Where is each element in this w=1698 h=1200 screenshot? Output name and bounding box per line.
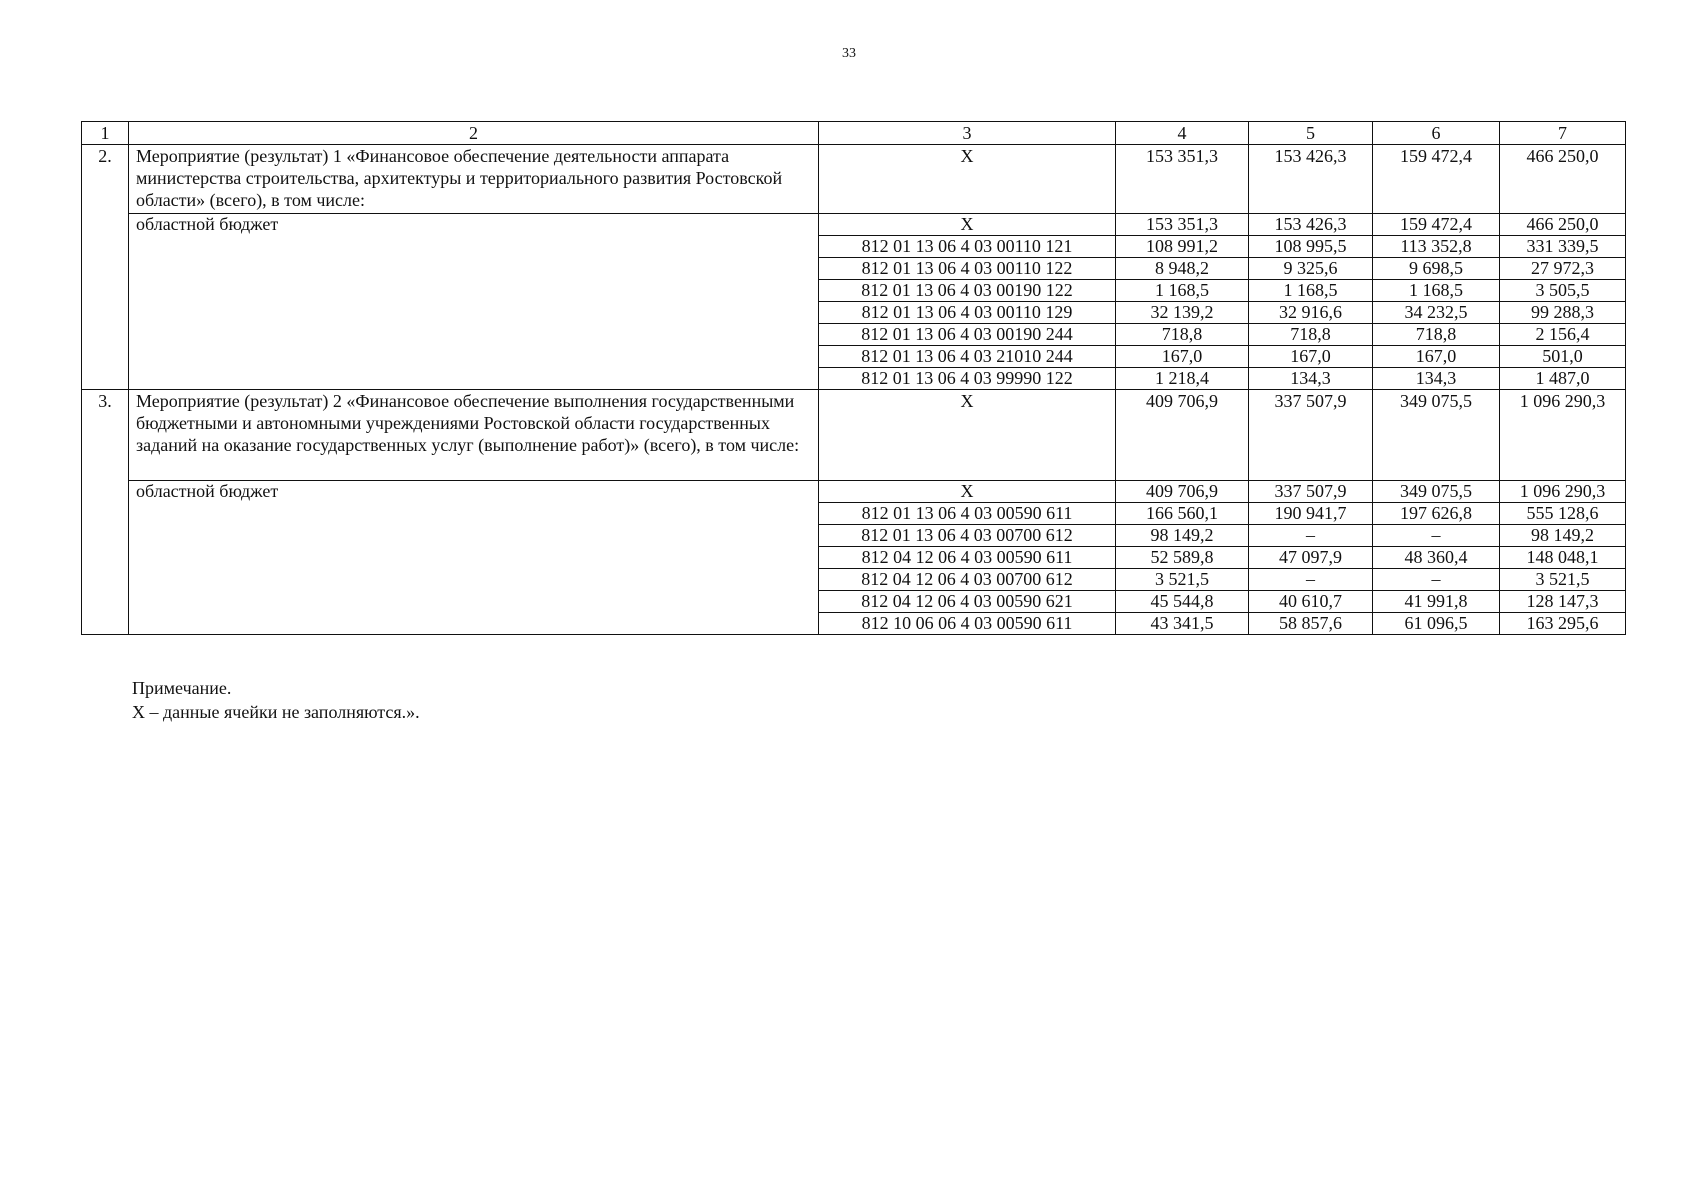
value-cell: 1 487,0 [1500, 368, 1626, 390]
value-cell: 1 168,5 [1249, 280, 1373, 302]
value-cell: – [1249, 569, 1373, 591]
value-cell: 1 168,5 [1373, 280, 1500, 302]
value-cell: 40 610,7 [1249, 591, 1373, 613]
value-cell: 98 149,2 [1116, 525, 1249, 547]
value-cell: 167,0 [1373, 346, 1500, 368]
value-cell: 134,3 [1249, 368, 1373, 390]
value-cell: 159 472,4 [1373, 145, 1500, 214]
value-cell: 9 325,6 [1249, 258, 1373, 280]
value-cell: 349 075,5 [1373, 481, 1500, 503]
value-cell: 1 168,5 [1116, 280, 1249, 302]
value-cell: 41 991,8 [1373, 591, 1500, 613]
value-cell: 718,8 [1249, 324, 1373, 346]
budget-code: 812 04 12 06 4 03 00590 611 [819, 547, 1116, 569]
value-cell: 718,8 [1373, 324, 1500, 346]
header-cell: 2 [129, 122, 819, 145]
value-cell: 45 544,8 [1116, 591, 1249, 613]
value-cell: 190 941,7 [1249, 503, 1373, 525]
budget-table [81, 121, 1626, 635]
value-cell: 108 991,2 [1116, 236, 1249, 258]
value-cell: 167,0 [1116, 346, 1249, 368]
budget-code: Х [819, 481, 1116, 503]
budget-code: 812 01 13 06 4 03 00110 129 [819, 302, 1116, 324]
value-cell: 148 048,1 [1500, 547, 1626, 569]
value-cell: 337 507,9 [1249, 390, 1373, 481]
value-cell: 197 626,8 [1373, 503, 1500, 525]
header-row [82, 122, 1626, 145]
section-row [82, 145, 1626, 214]
budget-code: 812 10 06 06 4 03 00590 611 [819, 613, 1116, 635]
value-cell: 501,0 [1500, 346, 1626, 368]
value-cell: 159 472,4 [1373, 214, 1500, 236]
page-number: 33 [842, 46, 856, 61]
value-cell: 34 232,5 [1373, 302, 1500, 324]
value-cell: 61 096,5 [1373, 613, 1500, 635]
value-cell: 409 706,9 [1116, 390, 1249, 481]
header-cell: 1 [82, 122, 129, 145]
section-title: Мероприятие (результат) 2 «Финансовое обеспечение выполнения государственными бюджетными и автономными учреждениями Ростовской области государственных заданий на оказание государственных услуг (выполнение работ)» (всего), в том числе: [129, 390, 819, 481]
value-cell: 98 149,2 [1500, 525, 1626, 547]
value-cell: 555 128,6 [1500, 503, 1626, 525]
budget-code: 812 01 13 06 4 03 00590 611 [819, 503, 1116, 525]
section-row [82, 390, 1626, 481]
value-cell: 349 075,5 [1373, 390, 1500, 481]
budget-code: 812 04 12 06 4 03 00590 621 [819, 591, 1116, 613]
value-cell: 47 097,9 [1249, 547, 1373, 569]
budget-code: 812 04 12 06 4 03 00700 612 [819, 569, 1116, 591]
budget-code: 812 01 13 06 4 03 00190 122 [819, 280, 1116, 302]
footnote [132, 676, 420, 724]
value-cell: 32 916,6 [1249, 302, 1373, 324]
sub-label: областной бюджет [129, 481, 819, 635]
value-cell: 331 339,5 [1500, 236, 1626, 258]
value-cell: 409 706,9 [1116, 481, 1249, 503]
value-cell: 718,8 [1116, 324, 1249, 346]
value-cell: 337 507,9 [1249, 481, 1373, 503]
value-cell: – [1373, 525, 1500, 547]
header-cell: 6 [1373, 122, 1500, 145]
table-row [82, 481, 1626, 503]
budget-code: 812 01 13 06 4 03 21010 244 [819, 346, 1116, 368]
section-number: 2. [82, 145, 129, 390]
value-cell: 153 351,3 [1116, 145, 1249, 214]
value-cell: 3 521,5 [1116, 569, 1249, 591]
value-cell: – [1249, 525, 1373, 547]
value-cell: 9 698,5 [1373, 258, 1500, 280]
header-cell: 7 [1500, 122, 1626, 145]
value-cell: 153 426,3 [1249, 214, 1373, 236]
value-cell: 3 505,5 [1500, 280, 1626, 302]
budget-code: 812 01 13 06 4 03 00190 244 [819, 324, 1116, 346]
value-cell: 2 156,4 [1500, 324, 1626, 346]
value-cell: – [1373, 569, 1500, 591]
budget-code: 812 01 13 06 4 03 00110 121 [819, 236, 1116, 258]
value-cell: 99 288,3 [1500, 302, 1626, 324]
value-cell: 1 096 290,3 [1500, 390, 1626, 481]
value-cell: 48 360,4 [1373, 547, 1500, 569]
value-cell: 32 139,2 [1116, 302, 1249, 324]
budget-code: Х [819, 390, 1116, 481]
value-cell: 108 995,5 [1249, 236, 1373, 258]
section-number: 3. [82, 390, 129, 635]
value-cell: 134,3 [1373, 368, 1500, 390]
value-cell: 113 352,8 [1373, 236, 1500, 258]
budget-code: Х [819, 145, 1116, 214]
value-cell: 153 351,3 [1116, 214, 1249, 236]
value-cell: 166 560,1 [1116, 503, 1249, 525]
budget-code: 812 01 13 06 4 03 00110 122 [819, 258, 1116, 280]
value-cell: 1 218,4 [1116, 368, 1249, 390]
budget-code: 812 01 13 06 4 03 00700 612 [819, 525, 1116, 547]
value-cell: 27 972,3 [1500, 258, 1626, 280]
value-cell: 466 250,0 [1500, 214, 1626, 236]
section-title: Мероприятие (результат) 1 «Финансовое обеспечение деятельности аппарата министерства строительства, архитектуры и территориального развития Ростовской области» (всего), в том числе: [129, 145, 819, 214]
table-row [82, 214, 1626, 236]
value-cell: 167,0 [1249, 346, 1373, 368]
header-cell: 3 [819, 122, 1116, 145]
value-cell: 163 295,6 [1500, 613, 1626, 635]
value-cell: 128 147,3 [1500, 591, 1626, 613]
header-cell: 5 [1249, 122, 1373, 145]
value-cell: 43 341,5 [1116, 613, 1249, 635]
value-cell: 1 096 290,3 [1500, 481, 1626, 503]
footnote-title: Примечание. [132, 678, 232, 698]
sub-label: областной бюджет [129, 214, 819, 390]
value-cell: 52 589,8 [1116, 547, 1249, 569]
value-cell: 58 857,6 [1249, 613, 1373, 635]
value-cell: 8 948,2 [1116, 258, 1249, 280]
footnote-text: Х – данные ячейки не заполняются.». [132, 702, 420, 722]
value-cell: 153 426,3 [1249, 145, 1373, 214]
header-cell: 4 [1116, 122, 1249, 145]
budget-code: 812 01 13 06 4 03 99990 122 [819, 368, 1116, 390]
value-cell: 3 521,5 [1500, 569, 1626, 591]
value-cell: 466 250,0 [1500, 145, 1626, 214]
budget-code: Х [819, 214, 1116, 236]
